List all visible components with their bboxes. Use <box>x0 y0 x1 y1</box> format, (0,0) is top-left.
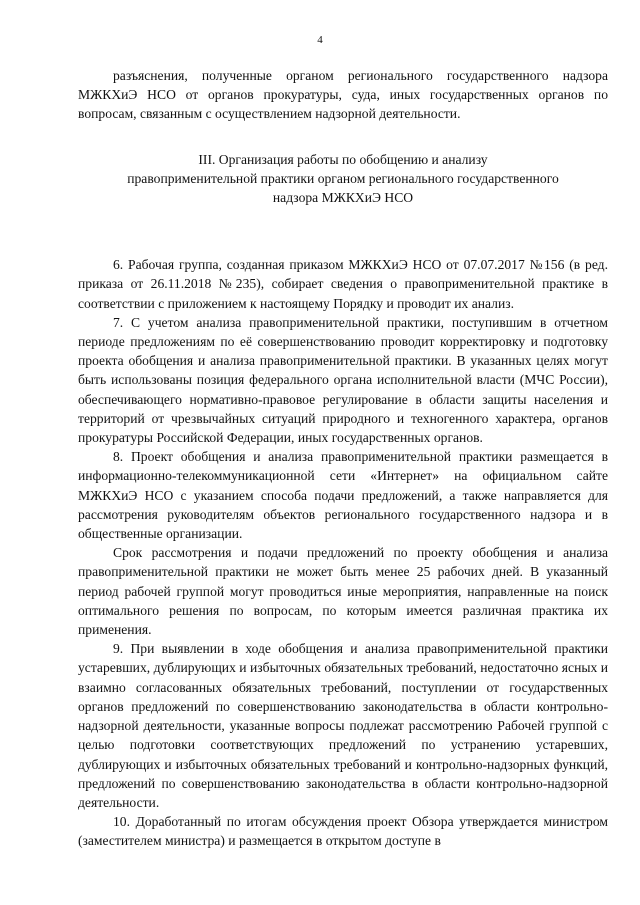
page-number: 4 <box>317 34 323 46</box>
paragraph-6: 6. Рабочая группа, созданная приказом МЖКХиЭ НСО от 07.07.2017 №156 (в ред. приказа от 26.11.2018 №235), собирает сведения о правоприменительной практике в соответствии с приложением к настоящему Порядку и проводит их анализ. <box>78 257 608 311</box>
paragraph-10: 10. Доработанный по итогам обсуждения проект Обзора утверждается министром (заместителем министра) и размещается в открытом доступе в <box>78 814 608 849</box>
intro-paragraph: разъяснения, полученные органом регионального государственного надзора МЖКХиЭ НСО от органов прокуратуры, суда, иных государственных органов по вопросам, связанным с осуществлением надзорной деятельности. <box>78 68 608 122</box>
section-heading-line: надзора МЖКХиЭ НСО <box>272 190 414 206</box>
paragraph-8: 8. Проект обобщения и анализа правоприменительной практики размещается в информационно-телекоммуникационной сети «Интернет» на официальном сайте МЖКХиЭ НСО с указанием способа подачи предложений, а также направляется для рассмотрения руководителям объектов регионального государственного надзора и в общественные организации. <box>78 449 608 542</box>
section-heading-line: III. Организация работы по обобщению и анализу <box>198 151 488 167</box>
document-body <box>78 66 608 851</box>
section-heading-line: правоприменительной практики органом регионального государственного <box>127 170 559 186</box>
section-heading <box>78 150 608 208</box>
paragraph-8-continuation: Срок рассмотрения и подачи предложений по проекту обобщения и анализа правоприменительной практики не может быть менее 25 рабочих дней. В указанный период рабочей группой могут проводиться иные мероприятия, направленные на поиск оптимального решения по вопросам, по которым имеется различная практика их применения. <box>78 545 608 638</box>
paragraph-7: 7. С учетом анализа правоприменительной практики, поступившим в отчетном периоде предложениям по её совершенствованию проводит корректировку и подготовку проекта обобщения и анализа правоприменительной практики. В указанных целях могут быть использованы позиция федерального органа исполнительной власти (МЧС России), обеспечивающего нормативно-правовое регулирование в области защиты населения и территорий от чрезвычайных ситуаций природного и техногенного характера, органов прокуратуры Российской Федерации, иных государственных органов. <box>78 314 608 446</box>
paragraph-9: 9. При выявлении в ходе обобщения и анализа правоприменительной практики устаревших, дублирующих и избыточных обязательных требований, недостаточно ясных и взаимно согласованных обязательных требований, поступлении от государственных органов предложений по совершенствованию законодательства в области контрольно-надзорной деятельности, указанные вопросы подлежат рассмотрению Рабочей группой с целью подготовки соответствующих предложений по устранению устаревших, дублирующих и избыточных обязательных требований и контрольно-надзорных функций, предложений по совершенствованию законодательства в области контрольно-надзорной деятельности. <box>78 641 608 810</box>
